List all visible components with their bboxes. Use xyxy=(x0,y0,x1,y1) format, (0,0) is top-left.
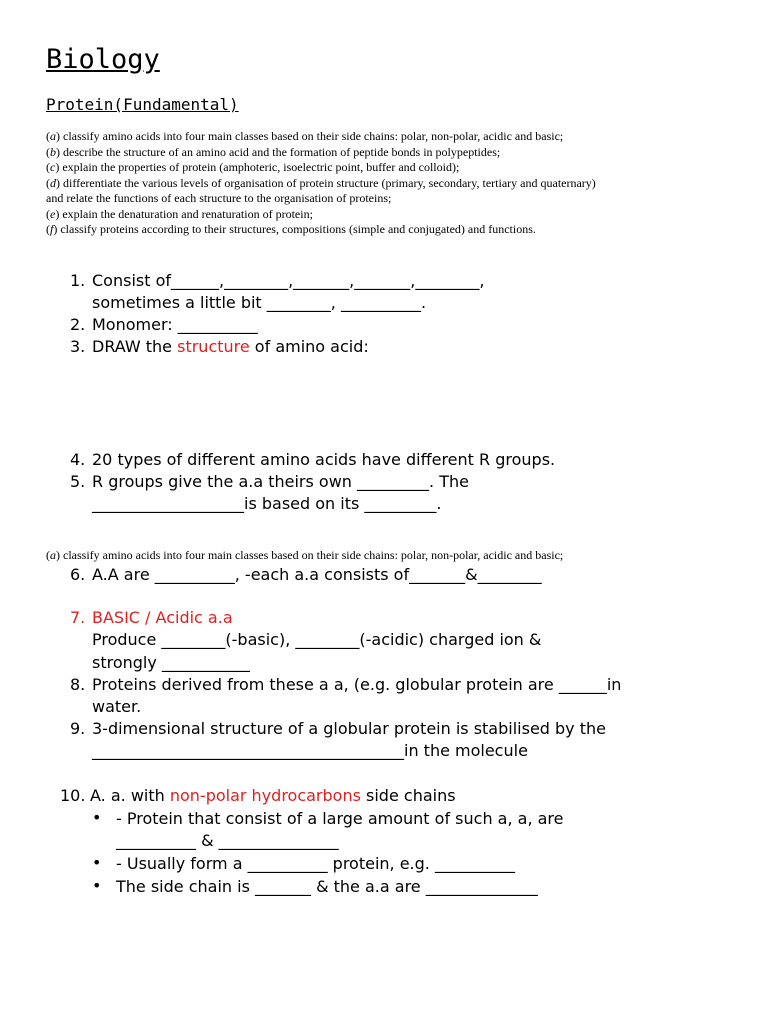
objective-letter: b xyxy=(50,144,56,159)
question-1-line2: sometimes a little bit ________, __________. xyxy=(92,293,427,312)
question-10-pre: A. a. with xyxy=(90,786,170,805)
objective-d-continued: and relate the functions of each structure to the organisation of proteins; xyxy=(46,191,392,205)
question-5-number: 5. xyxy=(70,472,86,491)
question-2-text: Monomer: __________ xyxy=(92,315,258,334)
question-2-number: 2. xyxy=(70,315,86,334)
question-5-line1: R groups give the a.a theirs own _________. The xyxy=(92,472,469,491)
objective-letter: c xyxy=(50,160,56,174)
question-6-text: A.A are __________, -each a.a consists of_______&________ xyxy=(92,565,542,584)
question-10-text xyxy=(90,785,456,808)
objective-b: (b) describe the structure of an amino acid and the formation of peptide bonds in polypeptides; xyxy=(46,144,501,159)
objective-text: explain the properties of protein (amphoteric, isoelectric point, buffer and colloid); xyxy=(59,160,460,174)
objective-text: explain the denaturation and renaturation of protein; xyxy=(59,206,313,221)
objective-text: differentiate the various levels of organisation of protein structure (primary, secondary, tertiary and quaternary) xyxy=(60,175,596,190)
objective-letter: d xyxy=(50,175,56,190)
objective-text: describe the structure of an amino acid and the formation of peptide bonds in polypeptides; xyxy=(60,144,501,159)
question-8-line2: water. xyxy=(92,697,142,716)
question-7-number: 7. xyxy=(70,608,86,627)
question-3-text xyxy=(92,336,369,359)
objective-a-repeat: (a) classify amino acids into four main classes based on their side chains: polar, non-polar, acidic and basic; xyxy=(46,548,564,562)
page-title: Biology xyxy=(46,44,160,75)
bullet-3-text: The side chain is _______ & the a.a are ______________ xyxy=(116,877,538,896)
objective-d: (d) differentiate the various levels of organisation of protein structure (primary, secondary, tertiary and quaternary) xyxy=(46,175,596,190)
objective-c: (c) explain the properties of protein (amphoteric, isoelectric point, buffer and colloid); xyxy=(46,160,460,174)
question-9-line1: 3-dimensional structure of a globular protein is stabilised by the xyxy=(92,719,606,738)
question-3-post: of amino acid: xyxy=(249,337,369,356)
bullet-icon: • xyxy=(92,876,102,895)
bullet-1-line1: - Protein that consist of a large amount of such a, a, are xyxy=(116,809,564,828)
question-1-number: 1. xyxy=(70,271,86,290)
question-10-highlight: non-polar hydrocarbons xyxy=(169,786,361,805)
question-10-post: side chains xyxy=(360,786,456,805)
question-4-text: 20 types of different amino acids have different R groups. xyxy=(92,450,556,469)
question-9-line2: _______________________________________in the molecule xyxy=(92,741,528,760)
objective-a: (a) classify amino acids into four main classes based on their side chains: polar, non-polar, acidic and basic; xyxy=(46,129,564,143)
question-7-title: BASIC / Acidic a.a xyxy=(92,608,233,627)
bullet-2-text: - Usually form a __________ protein, e.g. __________ xyxy=(116,854,515,873)
objective-letter: a xyxy=(50,548,56,562)
bullet-icon: • xyxy=(92,808,102,827)
objective-letter: f xyxy=(50,222,54,236)
question-7-line2: strongly ___________ xyxy=(92,653,250,672)
objective-e: (e) explain the denaturation and renaturation of protein; xyxy=(46,206,313,221)
question-8-number: 8. xyxy=(70,675,86,694)
objective-letter: a xyxy=(50,129,56,143)
question-3-highlight: structure xyxy=(177,337,250,356)
objective-text: classify proteins according to their structures, compositions (simple and conjugated) and functions. xyxy=(57,222,536,236)
question-5-line2: ___________________is based on its _________. xyxy=(92,494,442,513)
question-1-line1: Consist of______,________,_______,_______,________, xyxy=(92,271,485,290)
objective-text: classify amino acids into four main classes based on their side chains: polar, non-polar, acidic and basic; xyxy=(60,548,564,562)
question-4-number: 4. xyxy=(70,450,86,469)
question-3-pre: DRAW the xyxy=(92,337,178,356)
question-3-number: 3. xyxy=(70,337,86,356)
objective-letter: e xyxy=(50,206,56,221)
objective-f: (f) classify proteins according to their structures, compositions (simple and conjugated) and functions. xyxy=(46,222,536,236)
bullet-1-line2: __________ & _______________ xyxy=(116,831,339,850)
question-7-line1: Produce ________(-basic), ________(-acidic) charged ion & xyxy=(92,630,542,649)
bullet-icon: • xyxy=(92,853,102,872)
question-10-number: 10. xyxy=(60,786,86,805)
objective-text: classify amino acids into four main classes based on their side chains: polar, non-polar, acidic and basic; xyxy=(60,129,564,143)
question-8-line1: Proteins derived from these a a, (e.g. globular protein are ______in xyxy=(92,675,622,694)
question-6-number: 6. xyxy=(70,565,86,584)
page-subtitle: Protein(Fundamental) xyxy=(46,95,239,114)
question-9-number: 9. xyxy=(70,719,86,738)
